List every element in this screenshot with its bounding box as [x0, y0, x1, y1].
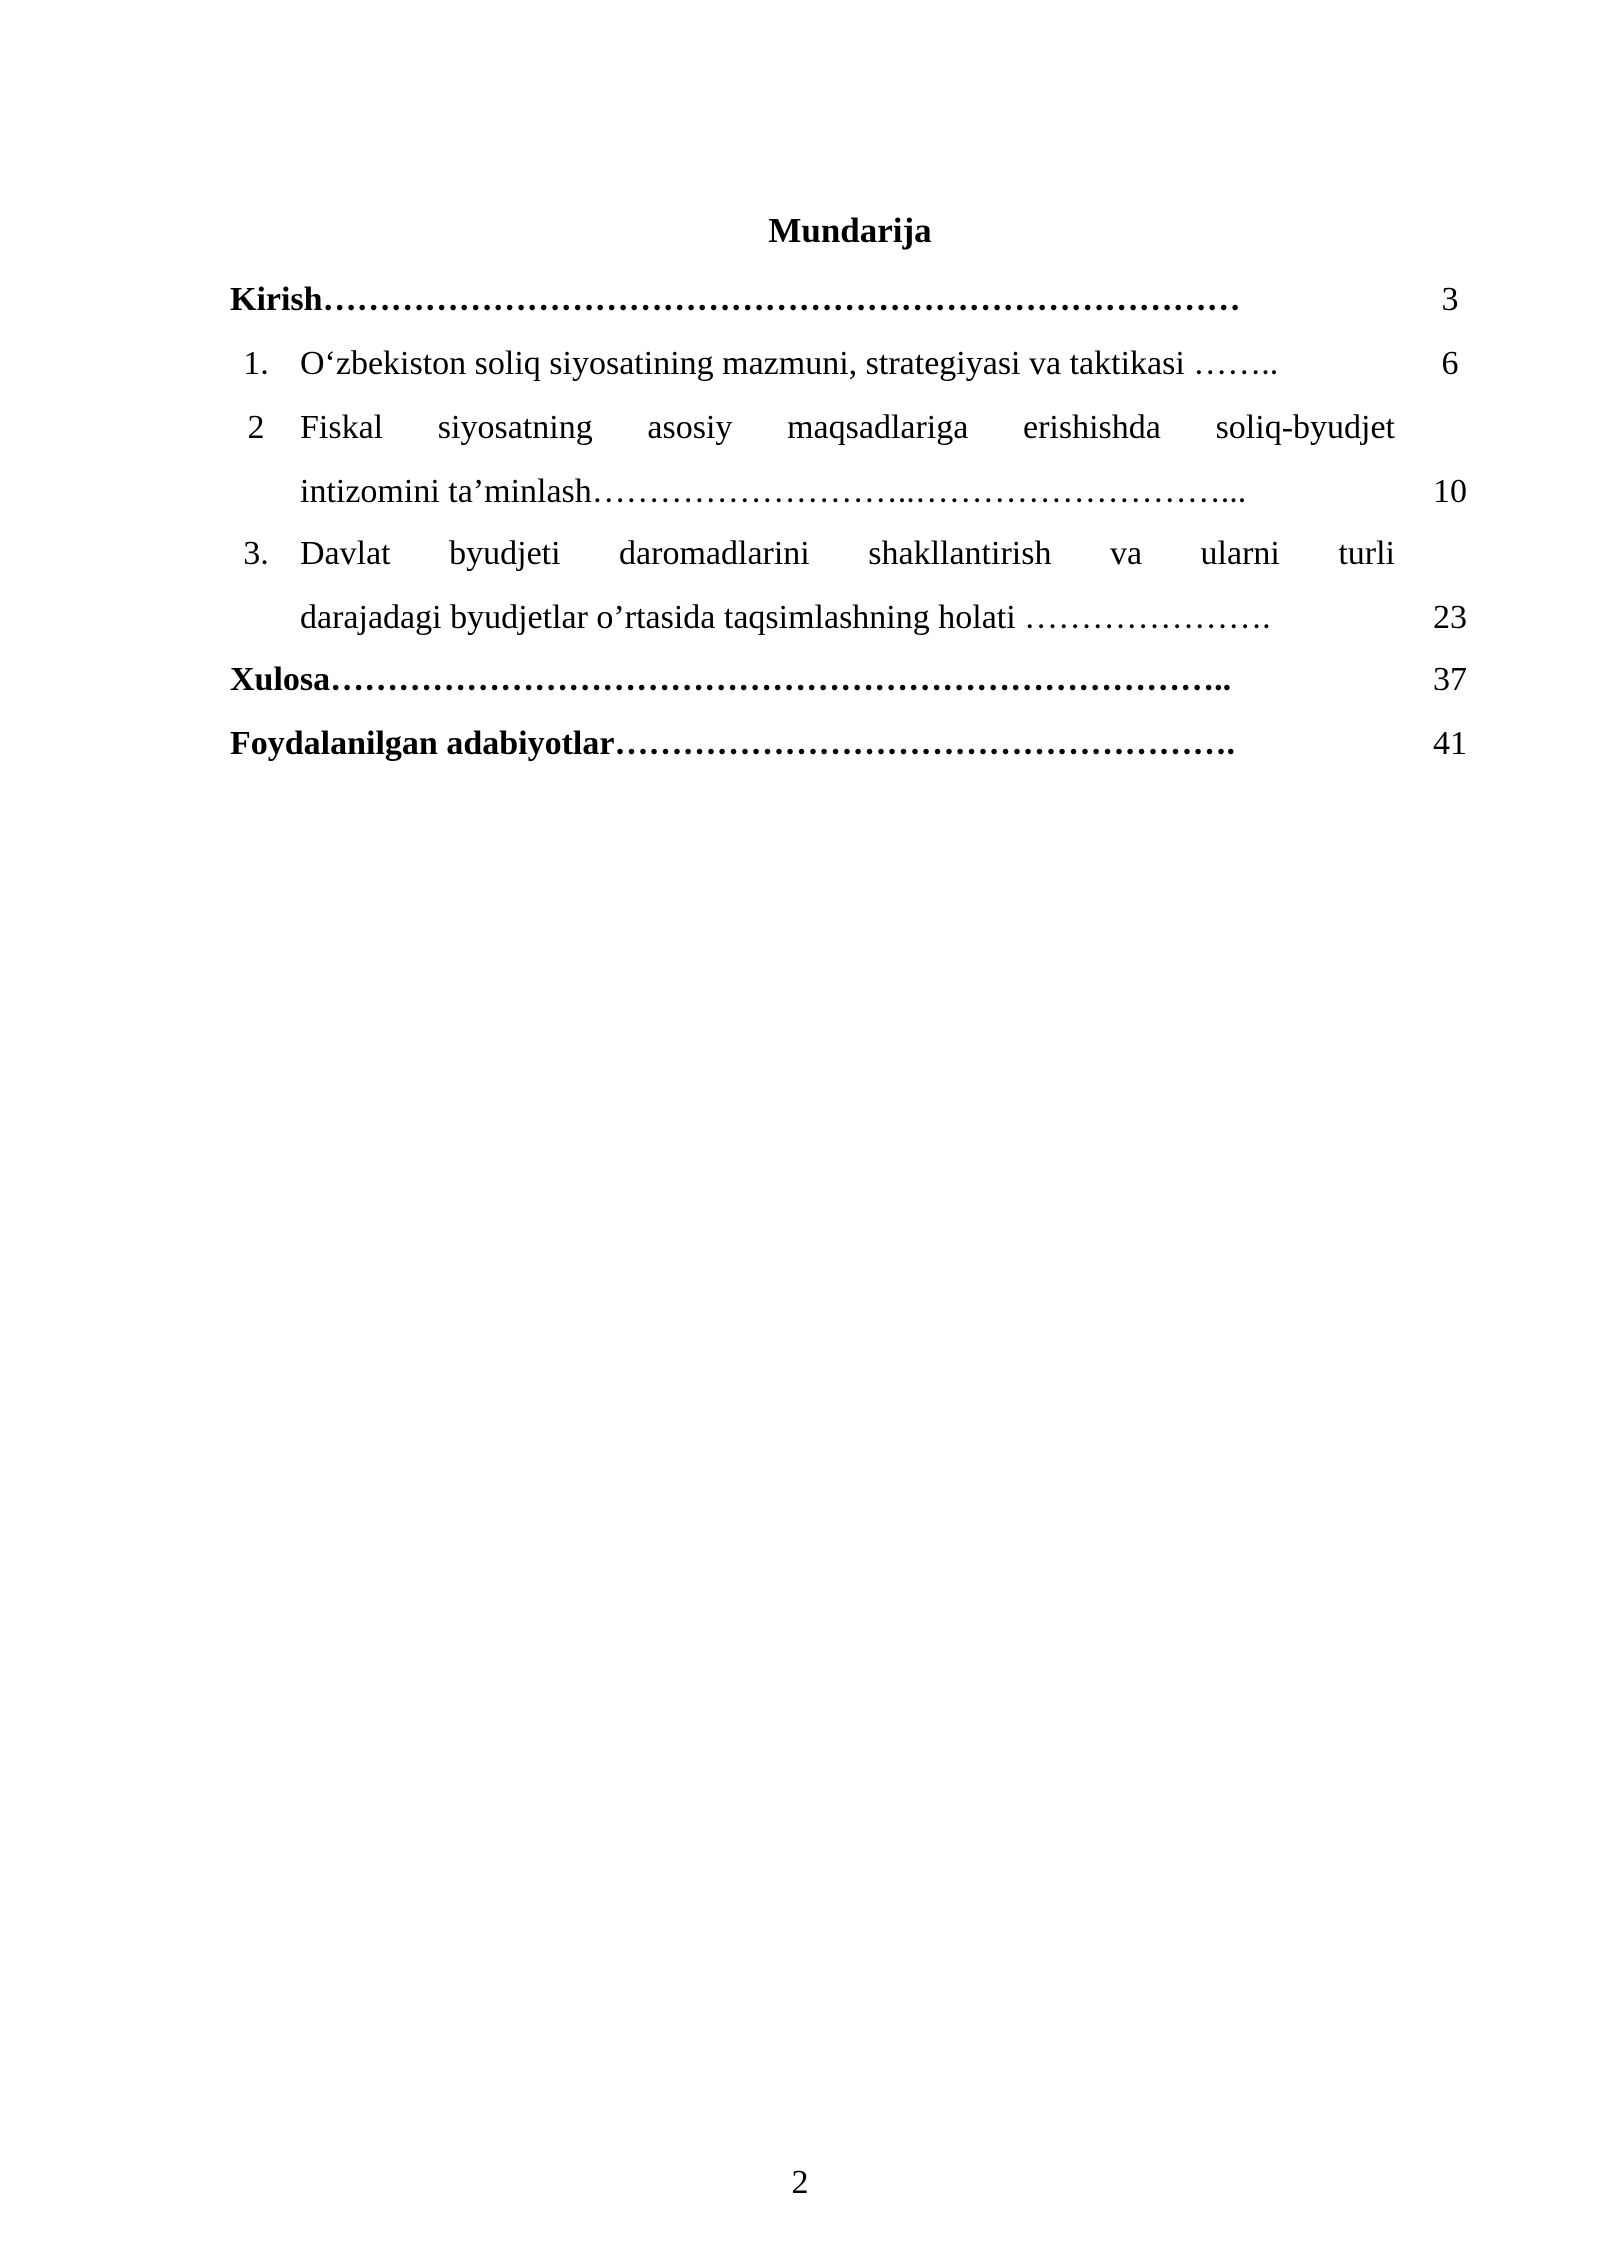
- toc-entry-label-line2: darajadagi byudjetlar o’rtasida taqsimlashning holati ………………….: [300, 599, 1271, 636]
- toc-entry-label-line2: intizomini ta’minlash………………………..………………………...: [300, 473, 1247, 510]
- toc-page-ref: 23: [1433, 599, 1467, 636]
- toc-entry-number: 1.: [243, 345, 269, 382]
- dot-leader: ………………………………………………………………………: [322, 281, 1241, 318]
- toc-entry-number: 2: [247, 409, 265, 446]
- toc-page-ref: 41: [1433, 725, 1467, 762]
- toc-page-ref: 10: [1433, 473, 1467, 510]
- toc-entry-label-line1: Fiskal siyosatning asosiy maqsadlariga erishishda soliq-byudjet: [300, 409, 1395, 446]
- toc-entry-label-line1: Davlat byudjeti daromadlarini shakllantirish va ularni turli: [300, 535, 1395, 572]
- toc-entry-label: Foydalanilgan adabiyotlar……………………………………………….: [230, 725, 1235, 762]
- toc-entry-label: O‘zbekiston soliq siyosatining mazmuni, strategiyasi va taktikasi ……..: [300, 345, 1279, 382]
- page-number: 2: [791, 2164, 809, 2201]
- toc-entry-number: 3.: [243, 535, 269, 572]
- dot-leader: ……………………………………………………………………..: [330, 661, 1232, 698]
- toc-entry-label: Xulosa……………………………………………………………………..: [230, 661, 1232, 698]
- toc-entry-label: Kirish………………………………………………………………………: [230, 281, 1241, 318]
- toc-page-ref: 6: [1441, 345, 1459, 382]
- toc-title: Mundarija: [768, 211, 932, 250]
- dot-leader: ……………………………………………….: [614, 725, 1235, 762]
- toc-page-ref: 37: [1433, 661, 1467, 698]
- toc-page-ref: 3: [1441, 281, 1459, 318]
